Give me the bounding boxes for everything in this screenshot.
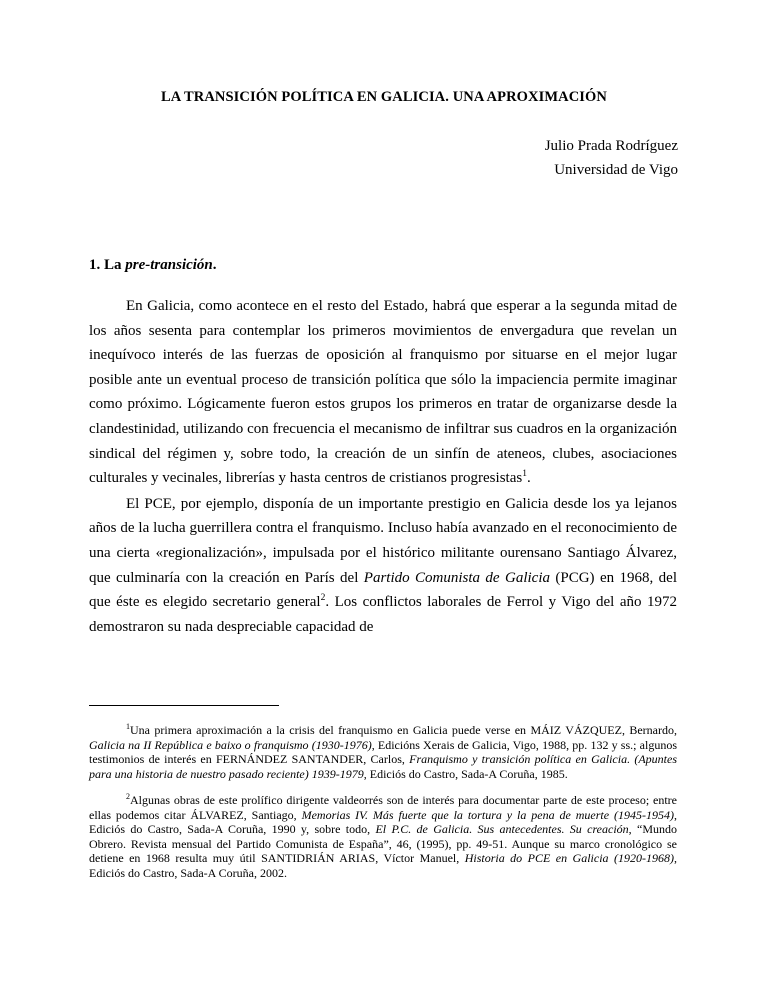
footnote-text: , “Mundo Obrero. Revista mensual del Partido Comunista de España”, 46, (1995), pp. 49-51. Aunque su marco cronológico se detiene en 1968 resulta muy útil SANTIDRIÁN ARIAS, Víctor Manuel, bbox=[89, 822, 677, 865]
paragraph bbox=[89, 294, 677, 491]
paragraph-text: (PCG) en 1968, del que éste es elegido secretario general bbox=[89, 569, 677, 611]
paragraph-text: . bbox=[526, 470, 531, 487]
footnote-text: , Edicións Xerais de Galicia, Vigo, 1988, pp. 132 y ss.; algunos testimonios de interés en FERNÁNDEZ SANTANDER, Carlos, bbox=[89, 737, 677, 766]
footnote-text: , Ediciós do Castro, Sada-A Coruña, 2002. bbox=[89, 851, 677, 880]
footnote-text: Una primera aproximación a la crisis del franquismo en Galicia puede verse en MÁIZ VÁZQUEZ, Bernardo, bbox=[130, 723, 677, 737]
footnote-emphasis: Memorias IV. Más fuerte que la tortura y la pena de muerte (1945-1954) bbox=[301, 807, 674, 822]
author-affiliation: Universidad de Vigo bbox=[554, 162, 678, 178]
footnote-text: Algunas obras de este prolífico dirigente valdeorrés son de interés para documentar parte de este proceso; entre ellas podemos citar ÁLVAREZ, Santiago, bbox=[89, 793, 677, 822]
footnote-emphasis: Historia do PCE en Galicia (1920-1968) bbox=[464, 851, 674, 865]
paragraph-text: . Los conflictos laborales de Ferrol y Vigo del año 1972 demostraron su nada despreciable capacidad de bbox=[89, 594, 677, 635]
author-name: Julio Prada Rodríguez bbox=[544, 138, 678, 154]
body-text bbox=[89, 294, 677, 639]
footnote-emphasis: Galicia na II República e baixo o franquismo (1930-1976) bbox=[89, 737, 372, 752]
footnote-number: 2 bbox=[126, 792, 130, 801]
footnote-emphasis: El P.C. de Galicia. Sus antecedentes. Su creación bbox=[375, 822, 629, 836]
section-title-end: . bbox=[212, 257, 217, 273]
paragraph-text: En Galicia, como acontece en el resto del Estado, habrá que esperar a la segunda mitad de los años sesenta para contemplar los primeros movimientos de envergadura que revelan un inequívoco interés de las fuerzas de oposición al franquismo por situarse en el mejor lugar posible ante un eventual proceso de transición política que sólo la impaciencia permite imaginar como próximo. Lógicamente fueron estos grupos los primeros en tratar de organizarse desde la clandestinidad, utilizando con frecuencia el mecanismo de infiltrar sus cuadros en la organización sindical del régimen y, sobre todo, la creación de un sinfín de ateneos, clubes, asociaciones culturales y vecinales, librerías y hasta centros de cristianos progresistas bbox=[89, 298, 677, 487]
footnote-divider bbox=[89, 705, 279, 706]
footnote-text: , Ediciós do Castro, Sada-A Coruña, 1990 y, sobre todo, bbox=[89, 807, 677, 836]
footnote-emphasis: Franquismo y transición política en Galicia. (Apuntes para una historia de nuestro pasado reciente) 1939-1979 bbox=[89, 752, 678, 781]
section-number: 1. La bbox=[89, 257, 126, 273]
section-heading bbox=[89, 257, 217, 274]
footnote bbox=[89, 793, 677, 880]
paragraph bbox=[89, 492, 677, 640]
section-title: pre-transición bbox=[125, 257, 213, 273]
footnote-number: 1 bbox=[126, 722, 130, 731]
document-title: LA TRANSICIÓN POLÍTICA EN GALICIA. UNA APROXIMACIÓN bbox=[161, 89, 607, 105]
footnotes bbox=[89, 723, 677, 880]
paragraph-text: El PCE, por ejemplo, disponía de un importante prestigio en Galicia desde los ya lejanos años de la lucha guerrillera contra el franquismo. Incluso había avanzado en el reconocimiento de una cierta «regionalización», impulsada por el histórico militante ourensano Santiago Álvarez, que culminaría con la creación en París del bbox=[89, 495, 677, 586]
footnote-ref[interactable]: 2 bbox=[320, 593, 326, 604]
footnote bbox=[89, 723, 677, 781]
paragraph-emphasis: Partido Comunista de Galicia bbox=[363, 569, 550, 586]
footnote-ref[interactable]: 1 bbox=[522, 469, 527, 480]
footnote-text: , Ediciós do Castro, Sada-A Coruña, 1985. bbox=[363, 766, 568, 781]
